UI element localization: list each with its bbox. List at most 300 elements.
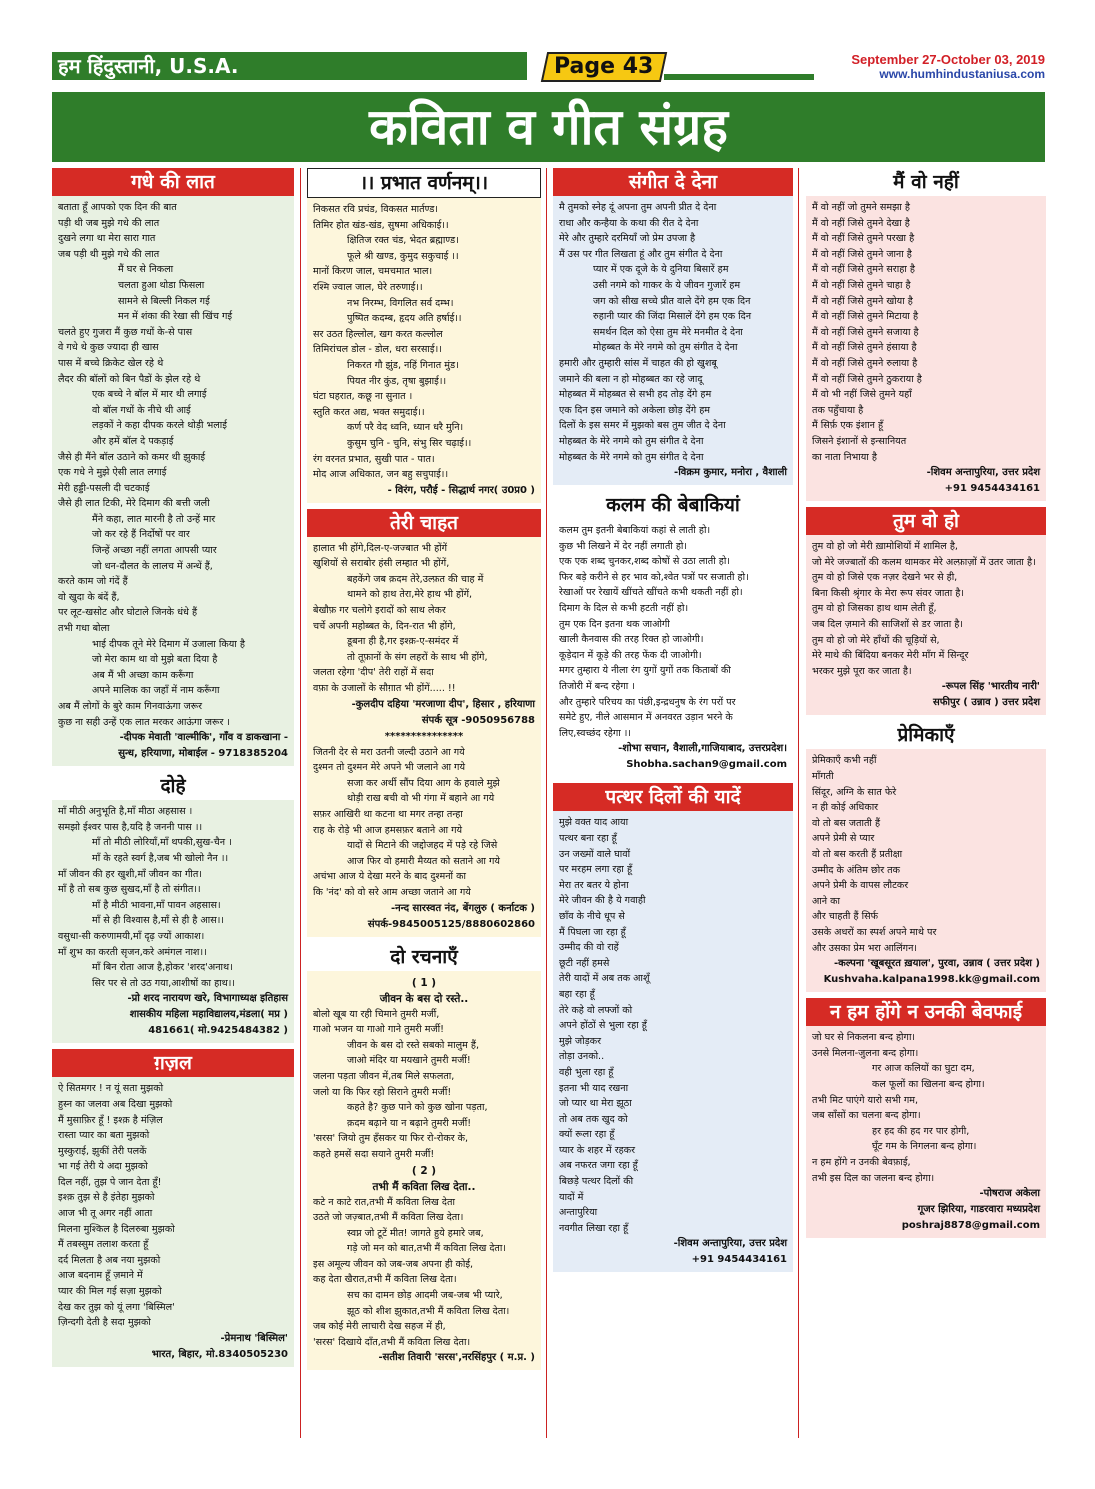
poem-line: मैं घर से निकला: [118, 264, 174, 276]
poem-section: [307, 509, 541, 937]
poem-body: [553, 811, 793, 1272]
column-1: [52, 168, 294, 1373]
poem-line: भाई दीपक तूने मेरे दिमाग में उजाला किया है: [92, 638, 245, 650]
poem-body: [806, 749, 1046, 992]
author-credit: +91 9454434161: [691, 1254, 787, 1266]
poem-line: सर उठत हिल्लोल, खग करत कल्लोल: [313, 328, 443, 340]
poem-line: मैं वो नहीं जिसे तुमने मिटाया है: [812, 311, 919, 323]
poem-line: का नाता निभाया है: [812, 451, 877, 463]
poem-line: एक दिन इस जमाने को अकेला छोड़ देंगे हम: [559, 404, 711, 416]
poem-line: माँ है मीठी भावना,माँ पावन अहसास।: [92, 899, 221, 911]
poem-line: पर मरहम लगा रहा हूँ: [559, 864, 633, 876]
poem-line: इस अमूल्य जीवन को जब-जब अपना ही कोई,: [313, 1258, 474, 1270]
poem-line: लैदर की बॉलों को बिन पैडों के झेल रहे थे: [58, 373, 201, 385]
poem-line: माँ तो मीठी लोरियाँ,माँ थपकी,सुख-चैन ।: [92, 837, 232, 849]
poem-line: एक बच्चे ने बॉल में मार थी लगाई: [92, 389, 207, 401]
poem-line: मैं वो नहीं जो तुमने समझा है: [812, 202, 910, 213]
author-email[interactable]: Shobha.sachan9@gmail.com: [626, 759, 787, 771]
poem-line: तोड़ा उनको..: [559, 1051, 605, 1063]
poem-line: तभी मिट पाएंगे यारो सभी गम,: [812, 1094, 919, 1106]
poem-line: दुश्मन तो दुश्मन मेरे अपने भी जलाने आ गये: [313, 762, 466, 774]
poem-line: यादों में: [559, 1191, 584, 1203]
poem-line: छूटी नहीं हमसे: [559, 957, 610, 969]
poem-line: अपने होंठों से भुला रहा हूँ: [559, 1020, 647, 1032]
poem-body: [307, 971, 541, 1371]
poem-line: रश्मि ज्वाल जाल, घेरे तरुणाई।।: [313, 281, 423, 293]
poem-line: जो मेरा काम था वो मुझे बता दिया है: [92, 654, 218, 666]
column-divider: [798, 168, 799, 1438]
poem-line: तुम वो हो जिसे एक नज़र देखने भर से ही,: [812, 572, 958, 584]
poem-title: पत्थर दिलों की यादें: [553, 783, 793, 811]
poem-line: माँगती: [812, 771, 834, 783]
poem-line: अपने प्रेमी से प्यार: [812, 833, 875, 845]
poem-line: कर्ण परै वेद ध्वनि, ध्यान धरै मुनि।: [347, 422, 464, 434]
author-credit: -पोषराज अकेला: [979, 1188, 1040, 1200]
poem-line: तिमिरांचल डोल - डोल, धरा सरसाई।।: [313, 344, 442, 356]
poem-line: मैं सिर्फ़ एक इंशान हूँ: [812, 420, 884, 432]
poem-line: खाली कैनवास की तरह रिक्त हो जाओगी।: [559, 634, 704, 646]
author-credit: -प्रो शरद नारायण खरे, विभागाध्यक्ष इतिहास: [127, 993, 288, 1005]
poem-line: पुष्पित कदम्ब, हृदय अति हर्षाई।।: [347, 313, 462, 325]
poem-line: तभी इस दिल का जलना बन्द होगा।: [812, 1172, 935, 1184]
poem-line: दिमाग के दिल से कभी हटती नहीं हो।: [559, 603, 689, 615]
poem-section: [307, 168, 541, 503]
poem-line: सामने से बिल्ली निकल गई: [118, 295, 210, 307]
website-link[interactable]: www.humhindustaniusa.com: [879, 67, 1045, 81]
poem-title: संगीत दे देना: [553, 168, 793, 196]
poem-line: अपने मालिक का जहाँ में नाम करूँगा: [92, 685, 220, 697]
poem-line: यादों से मिटाने की जद्दोजहद में पड़े रहे जिसे: [347, 840, 498, 852]
poem-line: कहते हमसें सदा सयाने तुमरी मर्जी!: [313, 1148, 435, 1160]
poem-section: [806, 507, 1046, 715]
poem-line: अन्तापुरिया: [559, 1207, 598, 1219]
poem-line: मिलना मुश्किल है दिलरुबा मुझको: [58, 1223, 175, 1235]
poem-line: मेरे माथे की बिंदिया बनकर मेरी माँग में सिन्दूर: [812, 650, 969, 662]
poem-line: एक गधे ने मुझे ऐसी लात लगाई: [58, 467, 167, 479]
poem-title: गधे की लात: [52, 168, 294, 196]
poem-line: कुसुम चुनि - चुनि, संभु सिर चढ़ाई।।: [347, 437, 472, 449]
poem-line: पत्थर बना रहा हूँ: [559, 833, 617, 844]
poem-line: तक पहुँचाया है: [812, 404, 864, 416]
poem-line: पियत नीर कुंड, तृषा बुझाई।।: [347, 375, 447, 387]
poem-line: आने का: [812, 895, 841, 907]
poem-line: अचंभा आज ये देखा मरने के बाद दुश्मनों का: [313, 871, 466, 883]
poem-title: तेरी चाहत: [307, 509, 541, 537]
poem-line: जग को सीख सच्चे प्रीत वाले देंगे हम एक दिन: [593, 295, 751, 307]
poem-line: जब कोई मेरी लाचारी देख सहज में ही,: [313, 1321, 446, 1333]
poem-body: [806, 1026, 1046, 1238]
issue-info: [851, 52, 1045, 81]
poem-line: कल फूलों का खिलना बन्द होगा।: [872, 1078, 985, 1090]
author-credit: 481661( मो.9425484382 ): [148, 1025, 288, 1037]
poem-line: न ही कोई अधिकार: [812, 802, 879, 814]
poem-body: [553, 196, 793, 485]
poem-line: मैं वो नहीं जिसे तुमने खोया है: [812, 295, 913, 307]
poem-title: न हम होंगे न उनकी बेवफाई: [806, 998, 1046, 1026]
poem-line: माँ से ही विश्वास है,माँ से ही है आस।।: [92, 915, 224, 927]
poem-line: सच का दामन छोड़ आदमी जब-जब भी प्यारे,: [347, 1290, 503, 1302]
poem-line: जलो या कि फिर रहो सिराने तुमरी मर्जी!: [313, 1086, 452, 1098]
poem-line: एक एक शब्द चुनकर,शब्द कोषों से उठा लाती हो।: [559, 556, 730, 568]
page-number-badge: [541, 52, 667, 82]
poem-line: वे गधे थे कुछ ज्यादा ही खास: [58, 342, 159, 354]
poem-line: बेखौफ़ गर चलोगे इरादों को साथ लेकर: [313, 605, 446, 617]
poem-line: हालात भी होंगे,दिल-ए-जज्बात भी होंगें: [313, 542, 448, 554]
poem-subheading: ( 1 ): [411, 976, 437, 989]
author-credit: -नन्द सारस्वत नंद, बेंगलुरु ( कर्नाटक ): [390, 902, 535, 914]
poem-line: फूले श्री खण्ड, कुमुद सकुचाई ।।: [347, 250, 459, 262]
poem-line: प्यार में एक दूजे के ये दुनिया बिसारें हम: [593, 264, 729, 276]
poem-section: [806, 721, 1046, 992]
poem-line: चर्चे अपनी महोब्बत के, दिन-रात भी होंगे,: [313, 620, 456, 632]
poem-section: [806, 998, 1046, 1238]
poem-line: तेरी यादों में अब तक आशूँ: [559, 973, 650, 985]
poem-line: उम्मीद की वो राहें: [559, 942, 619, 954]
poem-line: वो तो बस करती हैं प्रतीक्षा: [812, 849, 903, 860]
poem-line: 'सरस' दिखाये दाँत,तभी मैं कविता लिख देता।: [313, 1336, 471, 1348]
poem-line: माँ के रहते स्वर्ग है,जब भी खोलो नैन ।।: [92, 852, 229, 864]
poem-line: जो धन-दौलत के लालच में अन्धें हैं,: [92, 560, 213, 572]
poem-line: देख कर तुझ को यूं लगा 'बिस्मिल': [58, 1301, 175, 1313]
poem-line: वसुधा-सी करुणामयी,माँ दृढ़ ज्यों आकाश।: [58, 930, 205, 942]
poem-line: कहते है? कुछ पाने को कुछ खोना पड़ता,: [347, 1102, 488, 1114]
poem-line: तो तूफ़ानों के संग लहरों के साथ भी होंगे,: [347, 651, 488, 663]
poem-line: स्वप्न जो टूटें मीत! जागते हुये हमारे जब,: [347, 1227, 484, 1239]
page-number: Page 43: [554, 54, 654, 79]
poem-body: [806, 535, 1046, 715]
poem-title: कलम की बेबाकियां: [553, 491, 793, 519]
poem-body: [52, 1077, 294, 1367]
separator: ***************: [384, 730, 464, 742]
poem-line: रंग वरनत प्रभात, सुखी पात - पात।: [313, 453, 435, 465]
poem-line: उसी नगमे को गाकर के ये जीवन गुजारें हम: [593, 279, 741, 291]
poem-line: तो अब तक खुद को: [559, 1113, 628, 1125]
poem-line: निकरत गौ झुंड, नहिं गिनात मुंड।: [347, 359, 459, 371]
poem-line: कह देता खैरात,तभी मैं कविता लिख देता।: [313, 1274, 457, 1286]
poem-line: मै तुमको स्नेह दूं अपना तुम अपनी प्रीत दे देना: [559, 202, 717, 213]
masthead: हम हिंदुस्तानी, U.S.A.: [52, 52, 527, 80]
poem-body: [553, 519, 793, 777]
poem-line: जब दिल ज़माने की साजिशों से डर जाता है।: [812, 619, 964, 631]
poem-line: जैसे ही लात टिकी, मेरे दिमाग की बत्ती जली: [58, 498, 210, 510]
author-credit: - विरंग, परौई - सिद्धार्थ नगर( उ0प्र0 ): [387, 484, 535, 496]
poem-line: जब साँसों का चलना बन्द होगा।: [812, 1110, 921, 1122]
poem-line: मोद आज अधिकात, जन बहु सचुपाई।।: [313, 469, 449, 481]
author-credit: -प्रेमनाथ 'बिस्मिल': [220, 1332, 288, 1344]
poem-line: कलम तुम इतनी बेबाकियां कहां से लाती हो।: [559, 525, 711, 537]
poem-line: क्षितिज रक्त चंड, भेदत ब्रह्माण्ड।: [347, 235, 459, 247]
poem-line: थोड़ी राख बची वो भी गंगा में बहाने आ गये: [347, 793, 495, 805]
poem-line: बहकेंगे जब क़दम तेरे,उल्फ़त की चाह में: [347, 573, 484, 585]
poem-title: ।। प्रभात वर्णनम्।।: [307, 168, 541, 198]
poem-line: तिजोरी में बन्द रहेगा ।: [559, 681, 635, 693]
poem-line: क्यों रूला रहा हूँ: [559, 1129, 615, 1141]
poem-line: भरकर मुझे पूरा कर जाता है।: [812, 665, 912, 677]
poem-line: लिए,स्वच्छंद रहेगा ।।: [559, 727, 632, 739]
poem-line: छाँव के नीचे धूप से: [559, 910, 625, 922]
poem-body: [307, 537, 541, 937]
poem-line: आज फिर वो हमारी मैय्यत को सताने आ गये: [347, 855, 500, 867]
section-banner: कविता व गीत संग्रह: [52, 92, 1045, 162]
poem-line: बहा रहा हूँ: [559, 988, 595, 1000]
poem-line: मेरी हड्डी-पसली दी चटकाई: [58, 482, 150, 494]
poem-section: [52, 772, 294, 1043]
poem-line: हमारी और तुम्हारी सांस में चाहत की हो खुशबू: [559, 357, 717, 369]
poem-line: जलना पड़ता जीवन में,तब मिले सफलता,: [313, 1070, 455, 1082]
poem-section: [553, 783, 793, 1272]
author-email[interactable]: Kushvaha.kalpana1998.kk@gmail.com: [823, 974, 1040, 986]
author-credit: संपर्क-9845005125/8880602860: [367, 918, 535, 930]
poem-line: मैं वो नहीं जिसे तुमने देखा है: [812, 217, 910, 229]
poem-line: 'सरस' जियो तुम हँसकर या फिर रो-रोकर के,: [313, 1133, 469, 1145]
poem-line: चलता हुआ थोडा फिसला: [118, 279, 205, 291]
author-credit: -कल्पना 'खूबसूरत ख़याल', पुरवा, उन्नाव ( उत्तर प्रदेश ): [834, 958, 1040, 970]
column-3: [553, 168, 793, 1278]
poem-line: मैं तबस्सुम तलाश करता हूँ: [58, 1239, 149, 1251]
poem-line: मैं वो नहीं जिसे तुमने परखा है: [812, 233, 915, 245]
poem-line: दर्द मिलता है अब नया मुझको: [58, 1254, 161, 1266]
poem-line: समर्थन दिल को ऐसा तुम मेरे मनमीत दे देना: [593, 326, 743, 338]
poem-line: जैसे ही मैंने बॉल उठाने को कमर थी झुकाई: [58, 451, 206, 463]
poem-line: नवगीत लिखा रहा हूँ: [559, 1222, 629, 1234]
poem-line: राधा और कन्हैया के कथा की रीत दे देना: [559, 217, 699, 229]
poem-line: माँ है तो सब कुछ सुखद,माँ है तो संगीत।।: [58, 884, 201, 896]
poem-line: माँ मीठी अनुभूति है,माँ मीठा अहसास ।: [58, 806, 193, 818]
poem-line: जो घर से निकलना बन्द होगा।: [812, 1032, 916, 1044]
author-credit: शासकीय महिला महाविद्यालय,मंडला( मप्र ): [129, 1009, 288, 1021]
poem-section: [553, 168, 793, 485]
poem-line: फिर बड़े करीने से हर भाव को,श्वेत पत्रों पर सजाती हो।: [559, 571, 749, 583]
poem-line: क़दम बढ़ाने या न बढ़ाने तुमरी मर्जी!: [347, 1117, 472, 1129]
poem-line: न हम होंगे न उनकी बेवफ़ाई,: [812, 1156, 911, 1168]
poem-line: निकसत रवि प्रचंड, विकसत मार्तण्ड।: [313, 204, 438, 215]
poem-line: मैं पिघला जा रहा हूँ: [559, 926, 626, 938]
poem-line: समेटे हुए, नीले आसमान में अनवरत उड़ान भरने के: [559, 712, 733, 724]
poem-line: मुझे जोड़कर: [559, 1035, 602, 1047]
poem-line: मैं वो नहीं जिसे तुमने हंसाया है: [812, 342, 917, 354]
poem-line: पर लूट-खसोट और घोटाले जिनके धंधे हैं: [58, 607, 198, 619]
poem-line: तिमिर होत खंड-खंड, सुषमा अधिकाई।।: [313, 219, 449, 231]
poem-line: तुम वो हो जिसका हाथ थाम लेती हूँ,: [812, 603, 937, 615]
poem-line: मोहब्बत के मेरे नगमे को तुम संगीत दे देना: [593, 342, 738, 354]
poem-line: जितनी देर से मरा उतनी जल्दी उठाने आ गये: [313, 746, 465, 758]
poem-line: प्यार की मिल गई सज़ा मुझको: [58, 1286, 162, 1298]
poem-line: तुम वो हो जो मेरे हाँथों की चूड़ियों से,: [812, 634, 940, 646]
poem-line: रास्ता प्यार का बता मुझको: [58, 1130, 150, 1142]
author-credit: +91 9454434161: [944, 483, 1040, 495]
author-credit: भारत, बिहार, मो.8340505230: [151, 1348, 288, 1360]
poem-section: [553, 491, 793, 777]
poem-line: मैं वो नहीं जिसे तुमने ठुकराया है: [812, 373, 922, 385]
poem-line: जब पड़ी थी मुझे गधे की लात: [58, 248, 160, 260]
poem-line: उसके अधरों का स्पर्श अपने माथे पर: [812, 926, 937, 938]
poem-line: और चाहती हैं सिर्फ: [812, 911, 878, 923]
poem-line: वो बॉल गधों के नीचे थी आई: [92, 404, 191, 416]
column-2: [307, 168, 541, 1376]
poem-subheading: जीवन के बस दो रस्ते..: [379, 992, 469, 1005]
author-credit: सुन्ध, हरियाणा, मोबाईल - 9718385204: [118, 748, 288, 760]
poem-line: मुस्कुराई, झुकीं तेरी पलकें: [58, 1145, 147, 1157]
poem-line: कूड़ेदान में कूड़े की तरह फेंक दी जाओगी।: [559, 649, 702, 661]
poem-line: उठते जो जज़्बात,तभी मैं कविता लिख देता।: [313, 1212, 464, 1224]
poem-line: जिसने इंशानों से इन्सानियत: [812, 435, 907, 447]
author-credit: -शोभा सचान, वैशाली,गाजियाबाद, उत्तरप्रदेश।: [618, 743, 787, 755]
poem-line: और उसका प्रेम भरा आलिंगन।: [812, 942, 918, 954]
poem-body: [806, 196, 1046, 501]
poem-line: सजा कर अर्थी सौंप दिया आग के हवाले मुझे: [347, 777, 500, 789]
poem-line: नभ निरम्भ, विगलित सर्व दम्भ।: [347, 297, 454, 309]
poem-line: खुशियों से सराबोर हंसी लम्हात भी होंगें,: [313, 558, 450, 570]
poem-title: दोहे: [52, 772, 294, 800]
poem-line: मेरे जीवन की है ये गवाही: [559, 895, 646, 907]
poem-line: बताता हूँ आपको एक दिन की बात: [58, 202, 177, 213]
poem-line: वही भुला रहा हूँ: [559, 1066, 614, 1078]
poem-subheading: ( 2 ): [411, 1164, 437, 1177]
poem-line: करते काम जो गंदें हैं: [58, 576, 128, 588]
header-rule: [664, 74, 814, 80]
poem-line: मैं उस पर गीत लिखता हूं और तुम संगीत दे देना: [559, 248, 723, 260]
poem-body: [52, 800, 294, 1043]
poem-line: वो तो बस जताती हैं: [812, 817, 881, 829]
poem-line: प्यार के शहर में रहकर: [559, 1144, 636, 1156]
poem-line: मोहब्बत में मोहब्बत से सभी हद तोड़ देंगे हम: [559, 389, 712, 401]
poem-line: मैं वो नहीं जिसे तुमने जाना है: [812, 248, 912, 260]
poem-line: ज़िन्दगी देती है सदा मुझको: [58, 1317, 151, 1329]
poem-line: कि 'नंद' को वो सरे आम अच्छा जताने आ गये: [313, 886, 471, 898]
poem-line: तुम एक दिन इतना थक जाओगी: [559, 618, 670, 630]
poem-line: झूठ को शीश झुकात,तभी मैं कविता लिख देता।: [347, 1305, 510, 1317]
poem-line: मानों किरण जाल, चमचमात भाल।: [313, 266, 433, 278]
poem-line: मन में शंका की रेखा सी खिंच गई: [118, 311, 233, 323]
poem-subheading: तभी मैं कविता लिख देता..: [372, 1180, 476, 1193]
poem-line: कुछ ना सही उन्हें एक लात मरकर आऊंगा जरूर ।: [58, 716, 231, 728]
poem-title: दो रचनाएँ: [307, 943, 541, 971]
poem-line: मैं वो नहीं जिसे तुमने रुलाया है: [812, 357, 918, 369]
poem-line: रेखाओं पर रेखायें खींचते खींचते कभी थकती नहीं हो।: [559, 587, 743, 599]
poem-line: इतना भी याद रखना: [559, 1082, 629, 1094]
poem-line: घूँट गम के निगलना बन्द होगा।: [872, 1141, 977, 1153]
poem-line: जो कर रहे हैं निर्दोषों पर वार: [92, 529, 190, 541]
poem-line: डूबना ही है,गर इश्क़-ए-समंदर में: [347, 636, 459, 648]
poem-title: तुम वो हो: [806, 507, 1046, 535]
poem-line: मुझे वक्त याद आया: [559, 817, 629, 829]
poem-line: मैं वो नहीं जिसे तुमने चाहा है: [812, 279, 911, 291]
poem-line: मैं मुसाफ़िर हूँ ! इश्क़ है मंज़िल: [58, 1114, 163, 1126]
poem-line: माँ बिन रोता आज है,होकर 'शरद'अनाथ।: [92, 962, 233, 974]
poem-line: और तुम्हारे परिचय का पंछी,इन्द्रधनुष के रंग परों पर: [559, 696, 736, 708]
poem-title: मैं वो नहीं: [806, 168, 1046, 196]
author-credit: संपर्क सूत्र -9050956788: [421, 714, 535, 726]
poem-section: [806, 168, 1046, 501]
poem-line: उनसे मिलना-जुलना बन्द होगा।: [812, 1047, 919, 1059]
poem-title: प्रेमिकाएँ: [806, 721, 1046, 749]
poem-line: गर आज कलियों का घुटा दम,: [872, 1063, 975, 1075]
column-divider: [546, 168, 547, 1438]
poem-line: सफ़र आखिरी था कटना था मगर तन्हा तन्हा: [313, 809, 463, 820]
poem-section: [52, 168, 294, 766]
poem-line: माँ जीवन की हर खुशी,माँ जीवन का गीत।: [58, 868, 202, 880]
poem-line: जमाने की बला न हो मोहब्बत का रहे जादू: [559, 373, 703, 385]
poem-line: हुस्न का जलवा अब दिखा मुझको: [58, 1098, 173, 1110]
poem-body: [307, 198, 541, 503]
poem-line: वफ़ा के उजालों के सौग़ात भी होंगें..... !!: [313, 683, 456, 695]
poem-line: मैंने कहा, लात मारनी है तो उन्हें मार: [92, 513, 216, 525]
column-divider: [300, 168, 301, 1438]
poem-section: [307, 943, 541, 1371]
poem-line: दुखने लगा था मेरा सारा गात: [58, 233, 156, 245]
author-credit: सफीपुर ( उन्नाव ) उत्तर प्रदेश: [933, 697, 1040, 709]
poem-line: बिछड़े पत्थर दिलों की: [559, 1176, 634, 1188]
poem-line: स्तुति करत अद्य, भक्त समुदाई।।: [313, 406, 425, 418]
poem-line: माँ शुभ का करती सृजन,करे अमंगल नाश।।: [58, 946, 207, 958]
poem-line: ऐ सितमगर ! न यूं सता मुझको: [58, 1083, 164, 1095]
poem-line: कुछ भी लिखने में देर नहीं लगाती हो।: [559, 540, 688, 552]
poem-line: इश्क़ तुझ से है इंतेहा मुझको: [58, 1192, 155, 1204]
poem-line: गाओ भजन या गाओ गाने तुमरी मर्जी!: [313, 1024, 444, 1036]
poem-line: और हमें बॉल दे पकड़ाई: [92, 435, 174, 447]
poem-line: अब मैं लोगों के बुरे काम गिनवाऊंगा जरूर: [58, 701, 203, 712]
poem-line: जिन्हें अच्छा नहीं लगता आपसी प्यार: [92, 545, 217, 557]
poem-line: जो मेरे जज्बातों की कलम थामकर मेरे अल्फ़ाज़ों में उतर जाता है।: [812, 556, 1036, 568]
poem-line: हर हद की हद गर पार होगी,: [872, 1125, 970, 1137]
poem-line: मैं वो नहीं जिसे तुमने सजाया है: [812, 326, 919, 338]
poem-line: दिलों के इस समर में मुझको बस तुम जीत दे देना: [559, 420, 726, 432]
poem-line: जीवन के बस दो रस्ते सबको मालुम हैं,: [347, 1039, 480, 1051]
author-email[interactable]: poshraj8878@gmail.com: [901, 1220, 1040, 1232]
poem-line: तुम वो हो जो मेरी ख़ामोशियों में शामिल है,: [812, 541, 958, 553]
author-credit: -कुलदीप दहिया 'मरजाणा दीप', हिसार , हरियाणा: [351, 698, 535, 710]
poem-line: समझो ईश्वर पास है,यदि है जननी पास ।।: [58, 821, 203, 833]
poem-line: तभी गधा बोला: [58, 623, 110, 635]
poem-line: जो प्यार था मेरा झूठा: [559, 1098, 632, 1110]
poem-line: अब मैं भी अच्छा काम करूँगा: [92, 669, 194, 681]
poem-line: दिल नहीं, तुझ पे जान देता हूँ!: [58, 1176, 162, 1188]
poem-line: मैं वो भी नहीं जिसे तुमने यहाँ: [812, 389, 912, 401]
poem-line: लड़कों ने कहा दीपक करले थोड़ी भलाई: [92, 420, 227, 432]
poem-line: बोलो खूब या रही चिमाने तुमरी मर्जी,: [313, 1008, 440, 1020]
poem-section: [52, 1049, 294, 1367]
poem-line: अब नफरत जगा रहा हूँ: [559, 1160, 638, 1172]
poem-line: पास में बच्चे क्रिकेट खेल रहे थे: [58, 357, 164, 369]
poem-line: रुहानी प्यार की जिंदा मिसालें देंगे हम एक दिन: [593, 311, 752, 323]
poem-line: तेरे कहे वो लफ्जों को: [559, 1004, 633, 1016]
poem-line: उन जख्मों वाले घावों: [559, 848, 631, 860]
poem-title: ग़ज़ल: [52, 1049, 294, 1077]
author-credit: -शिवम अन्तापुरिया, उत्तर प्रदेश: [673, 1238, 787, 1250]
author-credit: -दीपक मेवाती 'वाल्मीकि', गाँव व डाकखाना -: [119, 732, 288, 744]
poem-line: गड़े जो मन को बात,तभी मैं कविता लिख देता।: [347, 1243, 507, 1255]
poem-line: राह के रोड़े भी आज हमसफ़र बताने आ गये: [313, 824, 463, 836]
poem-line: प्रेमिकाएँ कभी नहीं: [812, 755, 877, 767]
poem-line: आज भी तू अगर नहीं आता: [58, 1208, 153, 1220]
poem-line: घंटा घहरात, कछू ना सुनात ।: [313, 391, 413, 403]
poem-line: आज बदनाम हूँ ज़माने में: [58, 1270, 143, 1282]
author-credit: गूजर झिरिया, गाडरवारा मध्यप्रदेश: [917, 1204, 1040, 1216]
poem-line: कटे न काटे रात,तभी मैं कविता लिख देता: [313, 1196, 455, 1208]
poem-line: बिना किसी श्रृंगार के मेरा रूप संवर जाता है।: [812, 587, 965, 599]
poem-body: [52, 196, 294, 766]
page-header: [52, 52, 1045, 84]
poem-line: जलता रहेगा 'दीप' तेरी राहों में सदा: [313, 667, 434, 679]
poem-line: थामने को हाथ तेरा,मेरे हाथ भी होंगें,: [347, 589, 473, 601]
author-credit: -रूपल सिंह 'भारतीय नारी': [941, 681, 1040, 693]
author-credit: -सतीश तिवारी 'सरस',नरसिंहपुर ( म.प्र. ): [378, 1352, 535, 1364]
poem-line: मोहब्बत के मेरे नगमे को तुम संगीत दे देना: [559, 435, 704, 447]
poem-line: अपने प्रेमी के वापस लौटकर: [812, 880, 909, 892]
poem-line: पड़ी थी जब मुझे गधे की लात: [58, 217, 160, 229]
poem-line: चलते हुए गुजरा मैं कुछ गधों के-से पास: [58, 326, 193, 338]
poem-line: वो खुदा के बंदें हैं,: [58, 591, 120, 603]
